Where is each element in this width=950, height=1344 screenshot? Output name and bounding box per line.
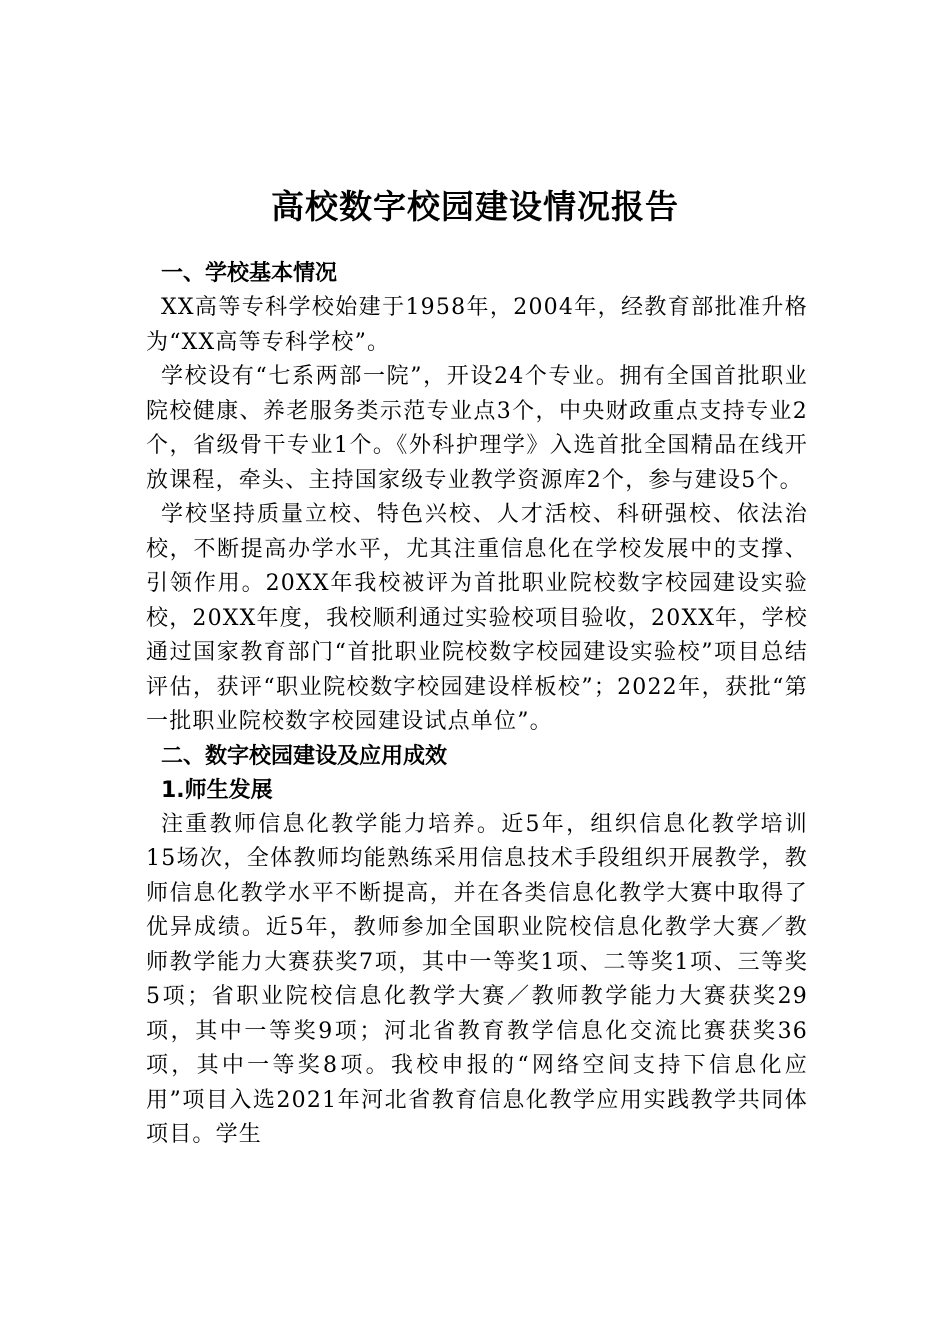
paragraph: 学校设有“七系两部一院”，开设24个专业。拥有全国首批职业院校健康、养老服务类示范专业点3个，中央财政重点支持专业2个，省级骨干专业1个。《外科护理学》入选首批全国精品在线开放课程，牵头、主持国家级专业教学资源库2个，参与建设5个。 — [146, 364, 808, 493]
subsection-heading-teacher-student-development: 1.师生发展 — [161, 777, 273, 803]
paragraph: XX高等专科学校始建于1958年，2004年，经教育部批准升格为“XX高等专科学校”。 — [146, 295, 808, 355]
paragraph: 学校坚持质量立校、特色兴校、人才活校、科研强校、依法治校，不断提高办学水平，尤其注重信息化在学校发展中的支撑、引领作用。20XX年我校被评为首批职业院校数字校园建设实验校，20XX年度，我校顺利通过实验校项目验收，20XX年，学校通过国家教育部门“首批职业院校数字校园建设实验校”项目总结评估，获评“职业院校数字校园建设样板校”；2022年，获批“第一批职业院校数字校园建设试点单位”。 — [146, 502, 808, 734]
section-heading-digital-campus: 二、数字校园建设及应用成效 — [161, 743, 448, 769]
paragraph: 注重教师信息化教学能力培养。近5年，组织信息化教学培训15场次，全体教师均能熟练采用信息技术手段组织开展教学，教师信息化教学水平不断提高，并在各类信息化教学大赛中取得了优异成绩。近5年，教师参加全国职业院校信息化教学大赛／教师教学能力大赛获奖7项，其中一等奖1项、二等奖1项、三等奖5项；省职业院校信息化教学大赛／教师教学能力大赛获奖29项，其中一等奖9项；河北省教育教学信息化交流比赛获奖36项，其中一等奖8项。我校申报的“网络空间支持下信息化应用”项目入选2021年河北省教育信息化教学应用实践教学共同体项目。学生 — [146, 811, 808, 1147]
page-title: 高校数字校园建设情况报告 — [271, 187, 679, 227]
section-heading-basic-info: 一、学校基本情况 — [161, 261, 338, 286]
document-body — [146, 257, 808, 1153]
